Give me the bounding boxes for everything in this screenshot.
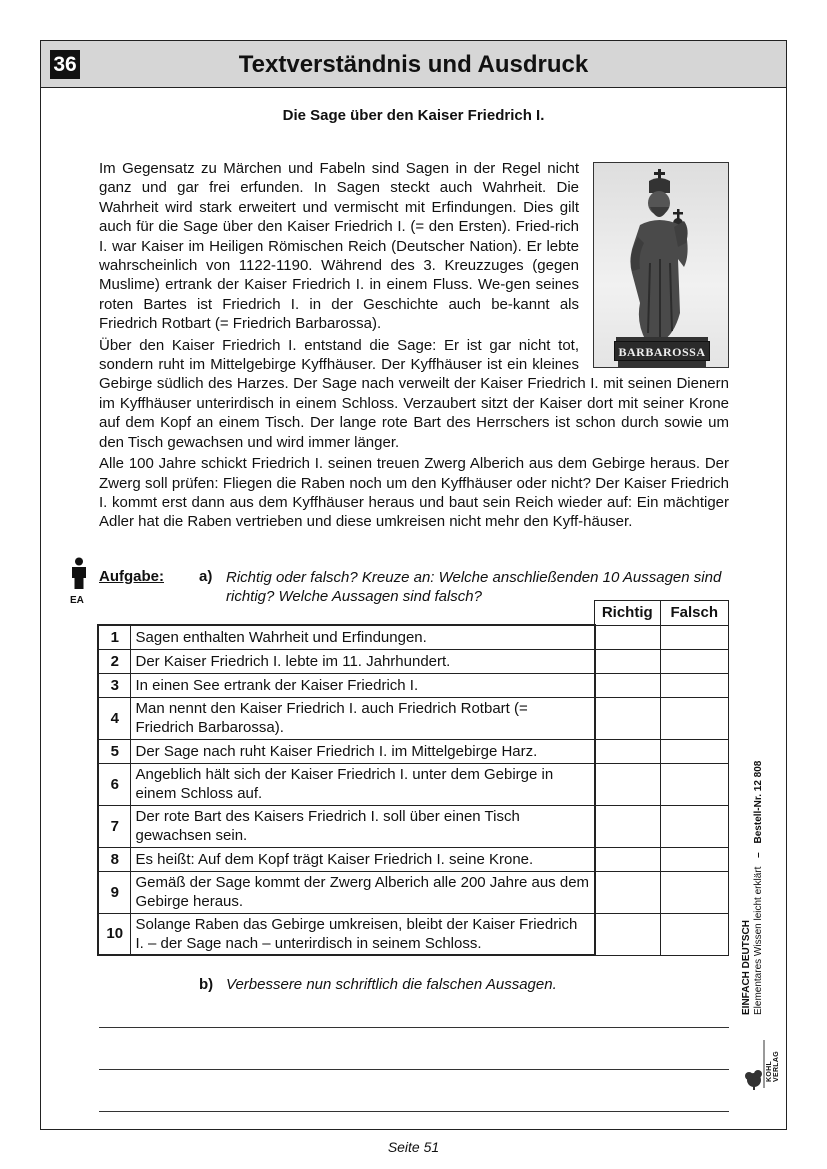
table-row: [98, 649, 729, 673]
richtig-checkbox[interactable]: [595, 739, 661, 763]
statement-number: 4: [98, 697, 131, 739]
statement-text: Es heißt: Auf dem Kopf trägt Kaiser Friedrich I. seine Krone.: [131, 847, 595, 871]
falsch-checkbox[interactable]: [661, 763, 729, 805]
publisher-name: KOHL VERLAG: [766, 1051, 780, 1082]
paragraph-2: Über den Kaiser Friedrich I. entstand die Sage: Er ist gar nicht tot, sondern ruht im Mittelgebirge Kyffhäuser. Der Kyffhäuser ist ein kleines Gebirge südlich des Harzes. Der Sage nach verweilt der Kaiser Friedrich I. mit seinen Dienern im Kyffhäuser unterirdisch in einem Schloss. Verzaubert sitzt der Kaiser dort mit seiner Krone auf dem Kopf an einem Tisch. Der lange rote Bart des Herrschers ist schon durch sowie um den Tisch gewachsen und wird immer länger.: [99, 336, 729, 451]
statement-number: 8: [98, 847, 131, 871]
table-row: [98, 763, 729, 805]
table-row: [98, 847, 729, 871]
separator: –: [753, 852, 764, 858]
series-title: EINFACH DEUTSCH: [741, 919, 752, 1015]
writing-line-3[interactable]: [99, 1111, 729, 1112]
writing-line-1[interactable]: [99, 1027, 729, 1028]
statement-number: 5: [98, 739, 131, 763]
column-header-richtig: Richtig: [595, 601, 661, 625]
falsch-checkbox[interactable]: [661, 871, 729, 913]
page-footer: Seite 51: [387, 1139, 440, 1155]
statement-text: Der Kaiser Friedrich I. lebte im 11. Jahrhundert.: [131, 649, 595, 673]
statue-plaque-text: BARBAROSSA: [614, 341, 710, 361]
person-icon: [68, 557, 90, 589]
paragraph-1: Im Gegensatz zu Märchen und Fabeln sind Sagen in der Regel nicht ganz und gar frei erfunden. In Sagen steckt auch Wahrheit. Die Wahrheit wird stark erweitert und vermischt mit Erfindungen. Dies gilt auch für die Sage über den Kaiser Friedrich I. (= den Ersten). Fried-rich I. war Kaiser im Heiligen Römischen Reich (Deutscher Nation). Er lebte wahrscheinlich von 1122-1190. Während des 3. Kreuzzuges (gegen Muslime) ertrank der Kaiser Friedrich I. in einem Fluss. We-gen seines roten Bartes ist Friedrich I. in der Geschichte auch be-kannt als Friedrich Rotbart (= Friedrich Barbarossa).: [99, 160, 579, 333]
table-row: [98, 913, 729, 955]
publisher-logo: [744, 1038, 778, 1092]
table-row: [98, 739, 729, 763]
richtig-checkbox[interactable]: [595, 805, 661, 847]
falsch-checkbox[interactable]: [661, 625, 729, 649]
falsch-checkbox[interactable]: [661, 697, 729, 739]
statements-table: [97, 624, 729, 956]
statement-number: 6: [98, 763, 131, 805]
statement-text: Gemäß der Sage kommt der Zwerg Alberich alle 200 Jahre aus dem Gebirge heraus.: [131, 871, 595, 913]
task-a-letter: a): [199, 568, 213, 585]
table-row: [98, 697, 729, 739]
order-number: Bestell-Nr. 12 808: [753, 760, 764, 844]
statue-icon: [594, 163, 729, 368]
statement-text: Angeblich hält sich der Kaiser Friedrich I. unter dem Gebirge in einem Schloss auf.: [131, 763, 595, 805]
richtig-checkbox[interactable]: [595, 649, 661, 673]
statement-text: Man nennt den Kaiser Friedrich I. auch Friedrich Rotbart (= Friedrich Barbarossa).: [131, 697, 595, 739]
falsch-checkbox[interactable]: [661, 847, 729, 871]
task-b-letter: b): [199, 976, 214, 993]
chapter-number-badge: 36: [50, 50, 80, 79]
falsch-checkbox[interactable]: [661, 739, 729, 763]
statement-text: In einen See ertrank der Kaiser Friedrich I.: [131, 673, 595, 697]
statement-number: 2: [98, 649, 131, 673]
statement-number: 9: [98, 871, 131, 913]
task-b-instruction: Verbessere nun schriftlich die falschen Aussagen.: [226, 976, 557, 993]
story-text: [99, 159, 729, 534]
statement-text: Der rote Bart des Kaisers Friedrich I. soll über einen Tisch gewachsen sein.: [131, 805, 595, 847]
richtig-checkbox[interactable]: [595, 625, 661, 649]
falsch-checkbox[interactable]: [661, 805, 729, 847]
header-bar: [41, 41, 786, 88]
statement-text: Der Sage nach ruht Kaiser Friedrich I. im Mittelgebirge Harz.: [131, 739, 595, 763]
richtig-checkbox[interactable]: [595, 673, 661, 697]
series-subtitle: Elementares Wissen leicht erklärt: [753, 866, 764, 1015]
statement-text: Solange Raben das Gebirge umkreisen, bleibt der Kaiser Friedrich I. – der Sage nach – unterirdisch in seinem Schloss.: [131, 913, 595, 955]
answer-column-header: [594, 600, 729, 625]
richtig-checkbox[interactable]: [595, 871, 661, 913]
table-row: [98, 625, 729, 649]
statement-number: 10: [98, 913, 131, 955]
page-title: Textverständnis und Ausdruck: [238, 51, 589, 78]
writing-line-2[interactable]: [99, 1069, 729, 1070]
statement-number: 1: [98, 625, 131, 649]
richtig-checkbox[interactable]: [595, 763, 661, 805]
barbarossa-statue-photo: [593, 162, 729, 368]
photo-container: [593, 162, 729, 368]
paragraph-3: Alle 100 Jahre schickt Friedrich I. seinen treuen Zwerg Alberich aus dem Gebirge heraus. Der Zwerg soll prüfen: Fliegen die Raben noch um den Kyffhäuser oder nicht? Der Kaiser Friedrich I. kommt erst dann aus dem Kyffhäuser heraus und baut sein Reich wieder auf: Ein mächtiger Adler hat die Raben vertrieben und diese umkreisen nicht mehr den Kyff-häuser.: [99, 455, 729, 531]
table-row: [98, 673, 729, 697]
social-form-label: EA: [70, 595, 84, 606]
statement-number: 7: [98, 805, 131, 847]
falsch-checkbox[interactable]: [661, 673, 729, 697]
richtig-checkbox[interactable]: [595, 847, 661, 871]
richtig-checkbox[interactable]: [595, 697, 661, 739]
side-publication-info: [741, 755, 781, 1015]
statement-text: Sagen enthalten Wahrheit und Erfindungen.: [131, 625, 595, 649]
table-row: [98, 805, 729, 847]
falsch-checkbox[interactable]: [661, 913, 729, 955]
story-title: Die Sage über den Kaiser Friedrich I.: [282, 107, 545, 124]
task-a-instruction: Richtig oder falsch? Kreuze an: Welche anschließenden 10 Aussagen sind richtig? Welche Aussagen sind falsch?: [226, 569, 722, 605]
richtig-checkbox[interactable]: [595, 913, 661, 955]
series-subtitle-row: [753, 755, 765, 1015]
falsch-checkbox[interactable]: [661, 649, 729, 673]
column-header-falsch: Falsch: [670, 604, 719, 621]
statement-number: 3: [98, 673, 131, 697]
table-row: [98, 871, 729, 913]
task-label: Aufgabe:: [99, 568, 164, 585]
